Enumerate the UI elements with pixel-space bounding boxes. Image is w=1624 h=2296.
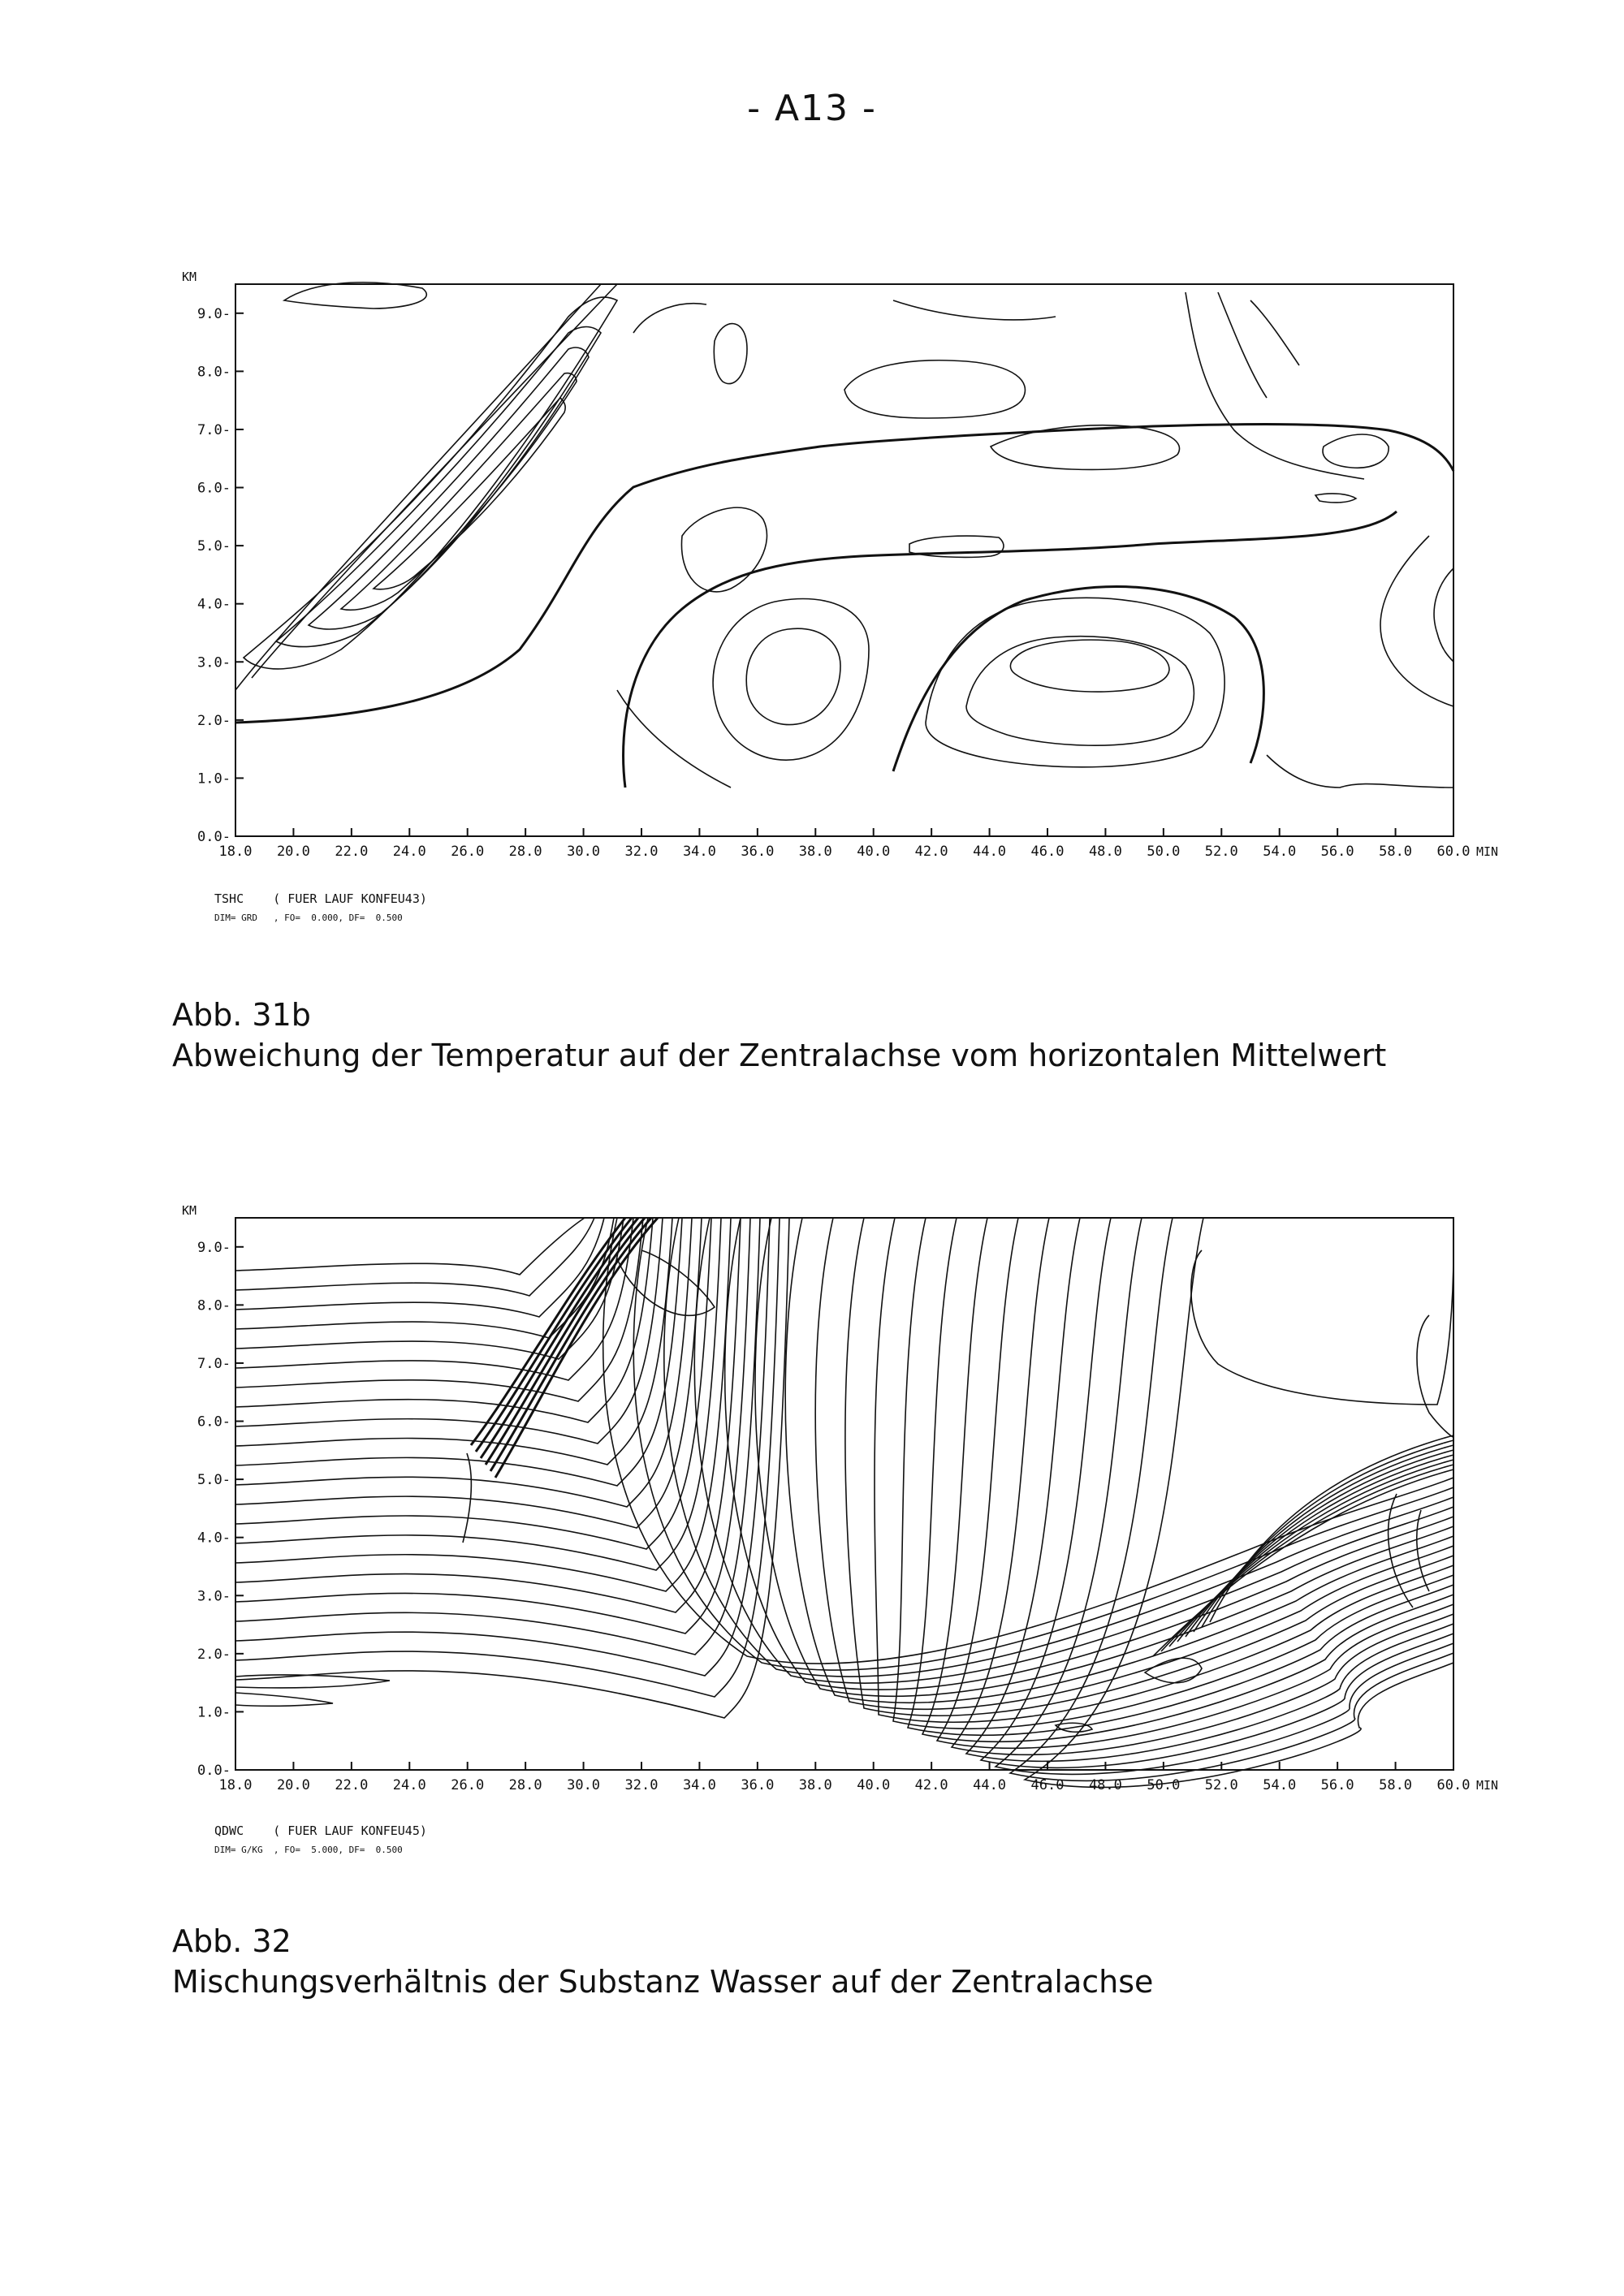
x-unit-label: MIN [1476, 1778, 1499, 1793]
x-axis-ticks [219, 828, 1499, 860]
contour-line [235, 1218, 594, 1296]
contour-line [875, 1218, 1453, 1722]
x-tick-label: 18.0 [218, 1777, 253, 1793]
contour-line [309, 347, 589, 629]
y-tick-label: 5.0- [197, 1472, 231, 1489]
x-tick-label: 34.0 [682, 1777, 716, 1793]
caption-title: Abb. 32 [172, 1923, 292, 1959]
x-tick-label: 52.0 [1204, 844, 1238, 860]
x-tick-label: 26.0 [451, 1777, 485, 1793]
contour-line [1323, 434, 1389, 468]
x-axis-ticks [219, 1762, 1499, 1793]
x-tick-label: 20.0 [276, 1777, 310, 1793]
y-tick-label: 5.0- [197, 538, 231, 555]
contour-line [252, 284, 617, 678]
x-tick-label: 30.0 [567, 844, 601, 860]
contour-line [681, 507, 767, 592]
y-tick-label: 1.0- [197, 770, 231, 788]
caption-text: Abweichung der Temperatur auf der Zentralachse vom horizontalen Mittelwert [172, 1038, 1387, 1073]
contour-line [1218, 292, 1267, 398]
y-axis-ticks [182, 270, 244, 845]
x-tick-label: 60.0 [1436, 1777, 1471, 1793]
y-tick-label: 7.0- [197, 421, 231, 438]
y-tick-label: 1.0- [197, 1704, 231, 1721]
plot-frame [235, 284, 1453, 836]
contour-line [1025, 1218, 1453, 1787]
x-tick-label: 38.0 [798, 844, 832, 860]
contour-line [284, 283, 426, 309]
plot-border [235, 284, 1453, 836]
contour-line [235, 1218, 741, 1612]
contour-line [1417, 1315, 1453, 1437]
contour-line [815, 1218, 1453, 1709]
y-tick-label: 6.0- [197, 1413, 231, 1431]
contour-line [785, 1218, 1453, 1703]
contour-line [633, 304, 706, 333]
contour-line [1250, 300, 1299, 365]
contour-line [981, 1218, 1453, 1767]
x-tick-label: 40.0 [857, 1777, 891, 1793]
caption-title: Abb. 31b [172, 997, 311, 1033]
chart-2-meta [214, 1823, 427, 1855]
contour-line [844, 360, 1025, 418]
contour-line [244, 297, 617, 669]
contour-line [755, 1218, 1453, 1696]
contour-line [235, 1218, 672, 1465]
x-tick-label: 52.0 [1204, 1777, 1238, 1793]
y-tick-label: 0.0- [197, 829, 231, 845]
x-tick-label: 58.0 [1379, 1777, 1413, 1793]
x-tick-label: 54.0 [1263, 844, 1297, 860]
x-tick-label: 28.0 [508, 844, 542, 860]
contour-line [1315, 494, 1356, 503]
contour-line [1380, 536, 1453, 706]
contour-line [235, 1218, 731, 1591]
x-tick-label: 46.0 [1030, 844, 1065, 860]
y-axis-ticks [182, 1203, 244, 1779]
caption-abb-31b [172, 995, 1386, 1076]
y-tick-label: 9.0- [197, 305, 231, 322]
x-tick-label: 24.0 [392, 1777, 426, 1793]
x-tick-label: 58.0 [1379, 844, 1413, 860]
contour-line [713, 599, 869, 761]
contour-line [235, 1218, 624, 1359]
x-tick-label: 44.0 [973, 844, 1007, 860]
y-tick-label: 9.0- [197, 1239, 231, 1256]
x-tick-label: 28.0 [508, 1777, 542, 1793]
contour-line [893, 300, 1056, 320]
contour-line [694, 1218, 1453, 1683]
chart-2-meta-dimension: DIM= G/KG , FO= 5.000, DF= 0.500 [214, 1845, 403, 1855]
x-tick-label: 22.0 [335, 1777, 369, 1793]
chart-1-meta-variable: TSHC ( FUER LAUF KONFEU43) [214, 891, 427, 906]
contour-line [235, 1675, 390, 1688]
x-tick-label: 60.0 [1436, 844, 1471, 860]
chart-1-meta [214, 891, 427, 923]
contour-line [235, 1218, 653, 1422]
x-tick-label: 42.0 [914, 1777, 948, 1793]
x-tick-label: 50.0 [1147, 844, 1181, 860]
contour-line [481, 1218, 638, 1458]
contour-line [235, 1218, 614, 1338]
x-tick-label: 18.0 [218, 844, 253, 860]
contour-line [922, 1218, 1453, 1741]
y-unit-label: KM [182, 270, 197, 284]
page-number: - A13 - [747, 88, 877, 129]
contour-line [235, 1218, 604, 1317]
contour-line [1010, 1218, 1453, 1780]
x-unit-label: MIN [1476, 844, 1499, 859]
x-tick-label: 22.0 [335, 844, 369, 860]
contour-line [926, 598, 1224, 766]
contour-line [1145, 1658, 1202, 1682]
chart-1-meta-dimension: DIM= GRD , FO= 0.000, DF= 0.500 [214, 913, 403, 923]
x-tick-label: 46.0 [1030, 1777, 1065, 1793]
x-tick-label: 56.0 [1320, 844, 1354, 860]
y-tick-label: 3.0- [197, 654, 231, 671]
x-tick-label: 20.0 [276, 844, 310, 860]
contour-line [235, 1218, 643, 1401]
y-tick-label: 2.0- [197, 712, 231, 729]
caption-text: Mischungsverhältnis der Substanz Wasser auf der Zentralachse [172, 1964, 1154, 2000]
contour-line [1191, 1250, 1453, 1405]
x-tick-label: 36.0 [741, 844, 775, 860]
contour-lines [235, 1218, 1453, 1787]
y-tick-label: 8.0- [197, 1297, 231, 1314]
x-tick-label: 34.0 [682, 844, 716, 860]
contour-line [1434, 568, 1453, 662]
x-tick-label: 56.0 [1320, 1777, 1354, 1793]
x-tick-label: 48.0 [1088, 844, 1122, 860]
x-tick-label: 32.0 [624, 844, 659, 860]
caption-abb-32 [172, 1921, 1153, 2002]
y-tick-label: 7.0- [197, 1355, 231, 1372]
chart-2-meta-variable: QDWC ( FUER LAUF KONFEU45) [214, 1823, 427, 1838]
x-tick-label: 42.0 [914, 844, 948, 860]
y-tick-label: 8.0- [197, 364, 231, 381]
x-tick-label: 36.0 [741, 1777, 775, 1793]
x-tick-label: 38.0 [798, 1777, 832, 1793]
x-tick-label: 50.0 [1147, 1777, 1181, 1793]
y-unit-label: KM [182, 1203, 197, 1218]
contour-line [1010, 640, 1169, 692]
contour-line [235, 1218, 663, 1444]
x-tick-label: 54.0 [1263, 1777, 1297, 1793]
y-tick-label: 4.0- [197, 1530, 231, 1547]
x-tick-label: 44.0 [973, 1777, 1007, 1793]
contour-line [1186, 292, 1364, 479]
contour-line [471, 1218, 625, 1445]
x-tick-label: 48.0 [1088, 1777, 1122, 1793]
contour-line [341, 373, 577, 611]
x-tick-label: 32.0 [624, 1777, 659, 1793]
contour-lines [235, 283, 1453, 788]
y-tick-label: 2.0- [197, 1646, 231, 1663]
y-tick-label: 4.0- [197, 596, 231, 613]
x-tick-label: 30.0 [567, 1777, 601, 1793]
y-tick-label: 3.0- [197, 1588, 231, 1605]
contour-line [235, 1218, 585, 1275]
chart-water-mixing-ratio [0, 1202, 1624, 1802]
chart-temperature-deviation [0, 268, 1624, 869]
chart-1-svg [0, 268, 1624, 869]
x-tick-label: 40.0 [857, 844, 891, 860]
y-tick-label: 6.0- [197, 480, 231, 497]
chart-2-svg [0, 1202, 1624, 1802]
contour-line [746, 628, 840, 724]
y-tick-label: 0.0- [197, 1763, 231, 1779]
x-tick-label: 24.0 [392, 844, 426, 860]
x-tick-label: 26.0 [451, 844, 485, 860]
contour-line [893, 587, 1263, 771]
contour-line [603, 1218, 1453, 1664]
contour-line [1267, 755, 1453, 788]
contour-line [714, 324, 747, 384]
contour-line [235, 1693, 333, 1706]
contour-line [1417, 1510, 1429, 1591]
contour-line [617, 690, 731, 788]
